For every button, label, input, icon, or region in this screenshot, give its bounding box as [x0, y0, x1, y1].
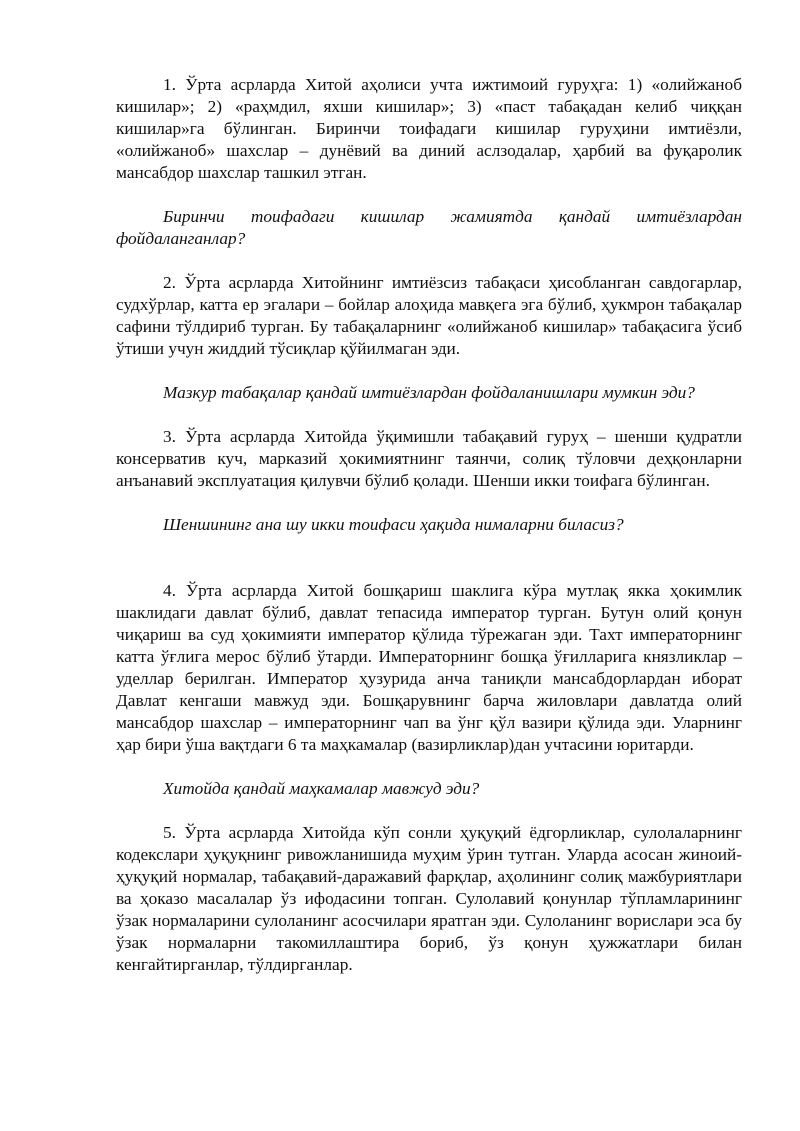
paragraph-1: 1. Ўрта асрларда Хитой аҳолиси учта ижтимоий гуруҳга: 1) «олийжаноб кишилар»; 2) «раҳмдил, яхши кишилар»; 3) «паст табақадан келиб чиққан кишилар»га бўлинган. Биринчи тоифадаги кишилар гуруҳини имтиёзли, «олийжаноб» шахслар – дунёвий ва диний аслзодалар, ҳарбий ва фуқаролик мансабдор шахслар ташкил этган.: [116, 75, 742, 182]
spacer: [116, 250, 742, 272]
spacer: [116, 536, 742, 580]
spacer: [116, 404, 742, 426]
question-4: Хитойда қандай маҳкамалар мавжуд эди?: [163, 779, 480, 798]
paragraph-2: 2. Ўрта асрларда Хитойнинг имтиёзсиз табақаси ҳисобланган савдогарлар, судхўрлар, катта ер эгалари – бойлар алоҳида мавқега эга бўлиб, ҳукмрон табақалар сафини тўлдириб турган. Бу табақаларнинг «олийжаноб кишилар» табақасига ўсиб ўтиши учун жиддий тўсиқлар қўйилмаган эди.: [116, 273, 742, 358]
spacer: [116, 756, 742, 778]
paragraph-4: 4. Ўрта асрларда Хитой бошқариш шаклига кўра мутлақ якка ҳокимлик шаклидаги давлат бўлиб, давлат тепасида император турган. Бутун олий қонун чиқариш ва суд ҳокимияти император қўлида тўрежаган эди. Тахт императорнинг катта ўғлига мерос бўлиб ўтарди. Императорнинг бошқа ўғилларига князликлар – уделлар берилган. Император ҳузурида анча таниқли мансабдорлардан иборат Давлат кенгаши мавжуд эди. Бошқарувнинг барча жиловлари давлатда олий мансабдор шахслар – императорнинг чап ва ўнг қўл вазири қўлида эди. Уларнинг ҳар бири ўша вақтдаги 6 та маҳкамалар (вазирликлар)дан учтасини юритарди.: [116, 581, 742, 754]
question-2: Мазкур табақалар қандай имтиёзлардан фойдаланишлари мумкин эди?: [163, 383, 695, 402]
spacer: [116, 800, 742, 822]
spacer: [116, 492, 742, 514]
document-page: [116, 74, 742, 976]
paragraph-5: 5. Ўрта асрларда Хитойда кўп сонли ҳуқуқий ёдгорликлар, сулолаларнинг кодекслари ҳуқуқнинг ривожланишида муҳим ўрин тутган. Уларда асосан жиноий-ҳуқуқий нормалар, табақавий-даражавий фарқлар, аҳолининг солиқ мажбуриятлари ва ҳоказо масалалар ўз ифодасини топган. Сулолавий қонунлар тўпламларининг ўзак нормаларини сулоланинг асосчилари яратган эди. Сулоланинг ворислари эса бу ўзак нормаларни такомиллаштира бориб, ўз қонун ҳужжатлари билан кенгайтирганлар, тўлдирганлар.: [116, 823, 742, 974]
paragraph-3: 3. Ўрта асрларда Хитойда ўқимишли табақавий гуруҳ – шенши қудратли консерватив куч, марказий ҳокимиятнинг таянчи, солиқ тўловчи деҳқонларни анъанавий эксплуатация қилувчи бўлиб қолади. Шенши икки тоифага бўлинган.: [116, 427, 742, 490]
question-3: Шеншининг ана шу икки тоифаси ҳақида нималарни биласиз?: [163, 515, 624, 534]
question-1: Биринчи тоифадаги кишилар жамиятда қандай имтиёзлардан фойдаланганлар?: [116, 207, 742, 248]
spacer: [116, 360, 742, 382]
spacer: [116, 184, 742, 206]
